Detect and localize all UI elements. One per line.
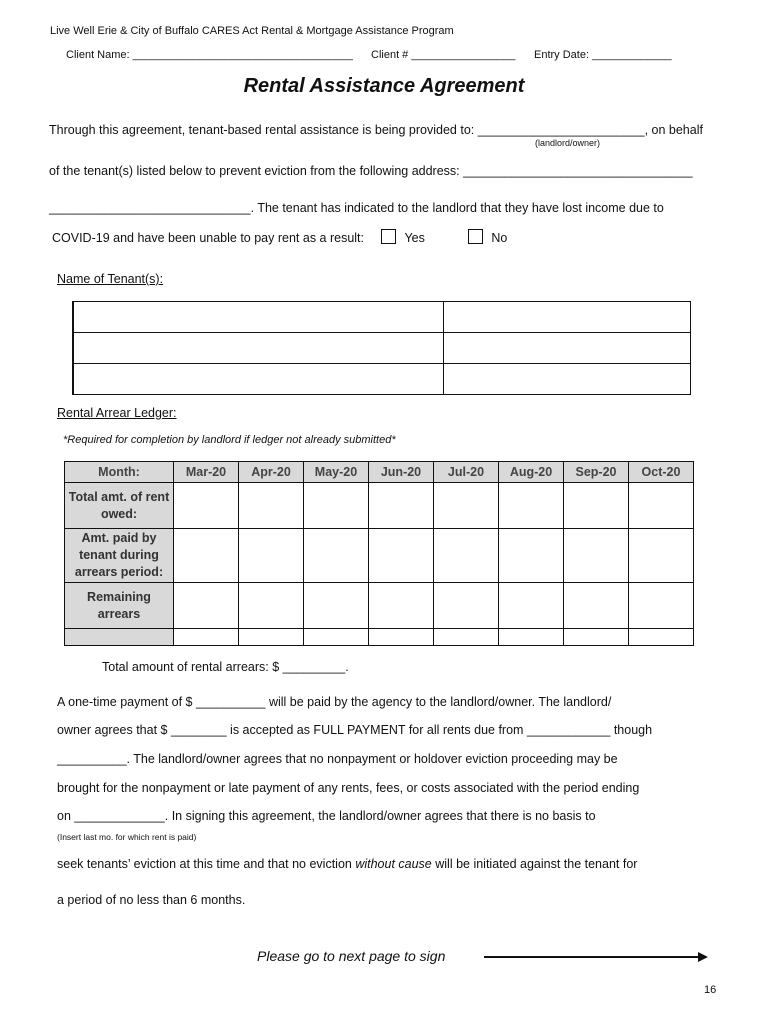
payment-line-3: __________. The landlord/owner agrees that no nonpayment or holdover eviction proceeding may be <box>57 752 618 766</box>
ledger-cell[interactable] <box>304 583 369 629</box>
ledger-cell[interactable] <box>239 529 304 583</box>
landlord-name-field[interactable]: Through this agreement, tenant-based rental assistance is being provided to: ________________________ <box>49 123 645 137</box>
table-row <box>73 364 691 395</box>
ledger-table <box>64 461 694 646</box>
month-sep: Sep-20 <box>564 462 629 483</box>
landlord-caption: (landlord/owner) <box>535 138 601 148</box>
row-label-remaining: Remaining arrears <box>65 583 174 629</box>
entry-date-field[interactable]: Entry Date: _____________ <box>534 49 672 61</box>
ledger-cell[interactable] <box>629 483 694 529</box>
covid-question <box>52 229 507 245</box>
ledger-cell[interactable] <box>239 483 304 529</box>
payment-line-4: brought for the nonpayment or late payment of any rents, fees, or costs associated with the period ending <box>57 781 640 795</box>
ledger-cell[interactable] <box>499 483 564 529</box>
row-label-amt-paid: Amt. paid by tenant during arrears period: <box>65 529 174 583</box>
arrow-head-icon <box>698 952 708 962</box>
address-field[interactable]: of the tenant(s) listed below to prevent eviction from the following address: _________________________________ <box>49 164 693 178</box>
ledger-cell[interactable] <box>564 629 629 646</box>
no-checkbox[interactable] <box>468 229 483 244</box>
intro-line-3: _____________________________. The tenant has indicated to the landlord that they have lost income due to <box>49 201 664 215</box>
client-name-field[interactable]: Client Name: ____________________________________ <box>66 49 353 61</box>
row-label-blank <box>65 629 174 646</box>
arrow-right-icon <box>484 956 700 958</box>
ledger-cell[interactable] <box>369 629 434 646</box>
ledger-cell[interactable] <box>564 529 629 583</box>
tenant-cell[interactable] <box>73 302 444 333</box>
ledger-cell[interactable] <box>304 483 369 529</box>
ledger-note: *Required for completion by landlord if ledger not already submitted* <box>63 434 396 446</box>
ledger-cell[interactable] <box>239 583 304 629</box>
month-oct: Oct-20 <box>629 462 694 483</box>
ledger-cell[interactable] <box>629 583 694 629</box>
ledger-cell[interactable] <box>369 529 434 583</box>
intro-behalf-text: , on behalf <box>644 123 703 137</box>
table-row <box>65 529 694 583</box>
ledger-cell[interactable] <box>174 583 239 629</box>
month-apr: Apr-20 <box>239 462 304 483</box>
table-row <box>73 302 691 333</box>
ledger-cell[interactable] <box>369 483 434 529</box>
payment-line-7: a period of no less than 6 months. <box>57 893 246 907</box>
next-page-note: Please go to next page to sign <box>257 948 446 964</box>
row-label-rent-owed: Total amt. of rent owed: <box>65 483 174 529</box>
yes-label: Yes <box>404 231 425 245</box>
tenant-cell[interactable] <box>444 333 691 364</box>
last-month-caption: (Insert last mo. for which rent is paid) <box>57 832 197 842</box>
table-row <box>73 333 691 364</box>
ledger-cell[interactable] <box>629 529 694 583</box>
ledger-cell[interactable] <box>434 529 499 583</box>
payment-line-2: owner agrees that $ ________ is accepted as FULL PAYMENT for all rents due from ____________ though <box>57 723 653 737</box>
payment-line-1: A one-time payment of $ __________ will be paid by the agency to the landlord/owner. The landlord/ <box>57 695 612 709</box>
ledger-cell[interactable] <box>434 629 499 646</box>
without-cause-text: without cause <box>355 857 432 871</box>
ledger-cell[interactable] <box>499 629 564 646</box>
payment-line-6a: seek tenants’ eviction at this time and that no eviction <box>57 857 356 871</box>
yes-checkbox[interactable] <box>381 229 396 244</box>
page-number: 16 <box>704 984 717 996</box>
ledger-cell[interactable] <box>499 583 564 629</box>
ledger-cell[interactable] <box>564 583 629 629</box>
ledger-cell[interactable] <box>369 583 434 629</box>
tenant-cell[interactable] <box>73 333 444 364</box>
page-title: Rental Assistance Agreement <box>243 75 525 97</box>
ledger-cell[interactable] <box>304 629 369 646</box>
total-arrears-field[interactable]: Total amount of rental arrears: $ _________. <box>102 660 349 674</box>
client-number-field[interactable]: Client # _________________ <box>371 49 516 61</box>
payment-line-6b: will be initiated against the tenant for <box>431 857 638 871</box>
month-jun: Jun-20 <box>369 462 434 483</box>
table-row <box>65 629 694 646</box>
ledger-cell[interactable] <box>434 583 499 629</box>
ledger-cell[interactable] <box>239 629 304 646</box>
ledger-cell[interactable] <box>629 629 694 646</box>
month-aug: Aug-20 <box>499 462 564 483</box>
ledger-cell[interactable] <box>434 483 499 529</box>
ledger-header-row <box>65 462 694 483</box>
table-row <box>65 483 694 529</box>
month-header: Month: <box>65 462 174 483</box>
ledger-cell[interactable] <box>174 629 239 646</box>
tenant-cell[interactable] <box>444 302 691 333</box>
month-mar: Mar-20 <box>174 462 239 483</box>
ledger-cell[interactable] <box>304 529 369 583</box>
table-row <box>65 583 694 629</box>
tenants-table <box>72 301 691 395</box>
intro-line-1 <box>49 123 703 137</box>
ledger-heading: Rental Arrear Ledger: <box>57 406 177 420</box>
tenant-cell[interactable] <box>444 364 691 395</box>
no-label: No <box>491 231 508 245</box>
tenants-heading: Name of Tenant(s): <box>57 272 164 286</box>
tenant-cell[interactable] <box>73 364 444 395</box>
month-may: May-20 <box>304 462 369 483</box>
ledger-cell[interactable] <box>174 529 239 583</box>
ledger-cell[interactable] <box>564 483 629 529</box>
payment-line-6 <box>57 857 637 871</box>
month-jul: Jul-20 <box>434 462 499 483</box>
ledger-cell[interactable] <box>174 483 239 529</box>
payment-line-5: on _____________. In signing this agreement, the landlord/owner agrees that there is no basis to <box>57 809 596 823</box>
covid-question-text: COVID-19 and have been unable to pay rent as a result: <box>52 231 364 245</box>
ledger-cell[interactable] <box>499 529 564 583</box>
program-title: Live Well Erie & City of Buffalo CARES Act Rental & Mortgage Assistance Program <box>50 25 454 37</box>
